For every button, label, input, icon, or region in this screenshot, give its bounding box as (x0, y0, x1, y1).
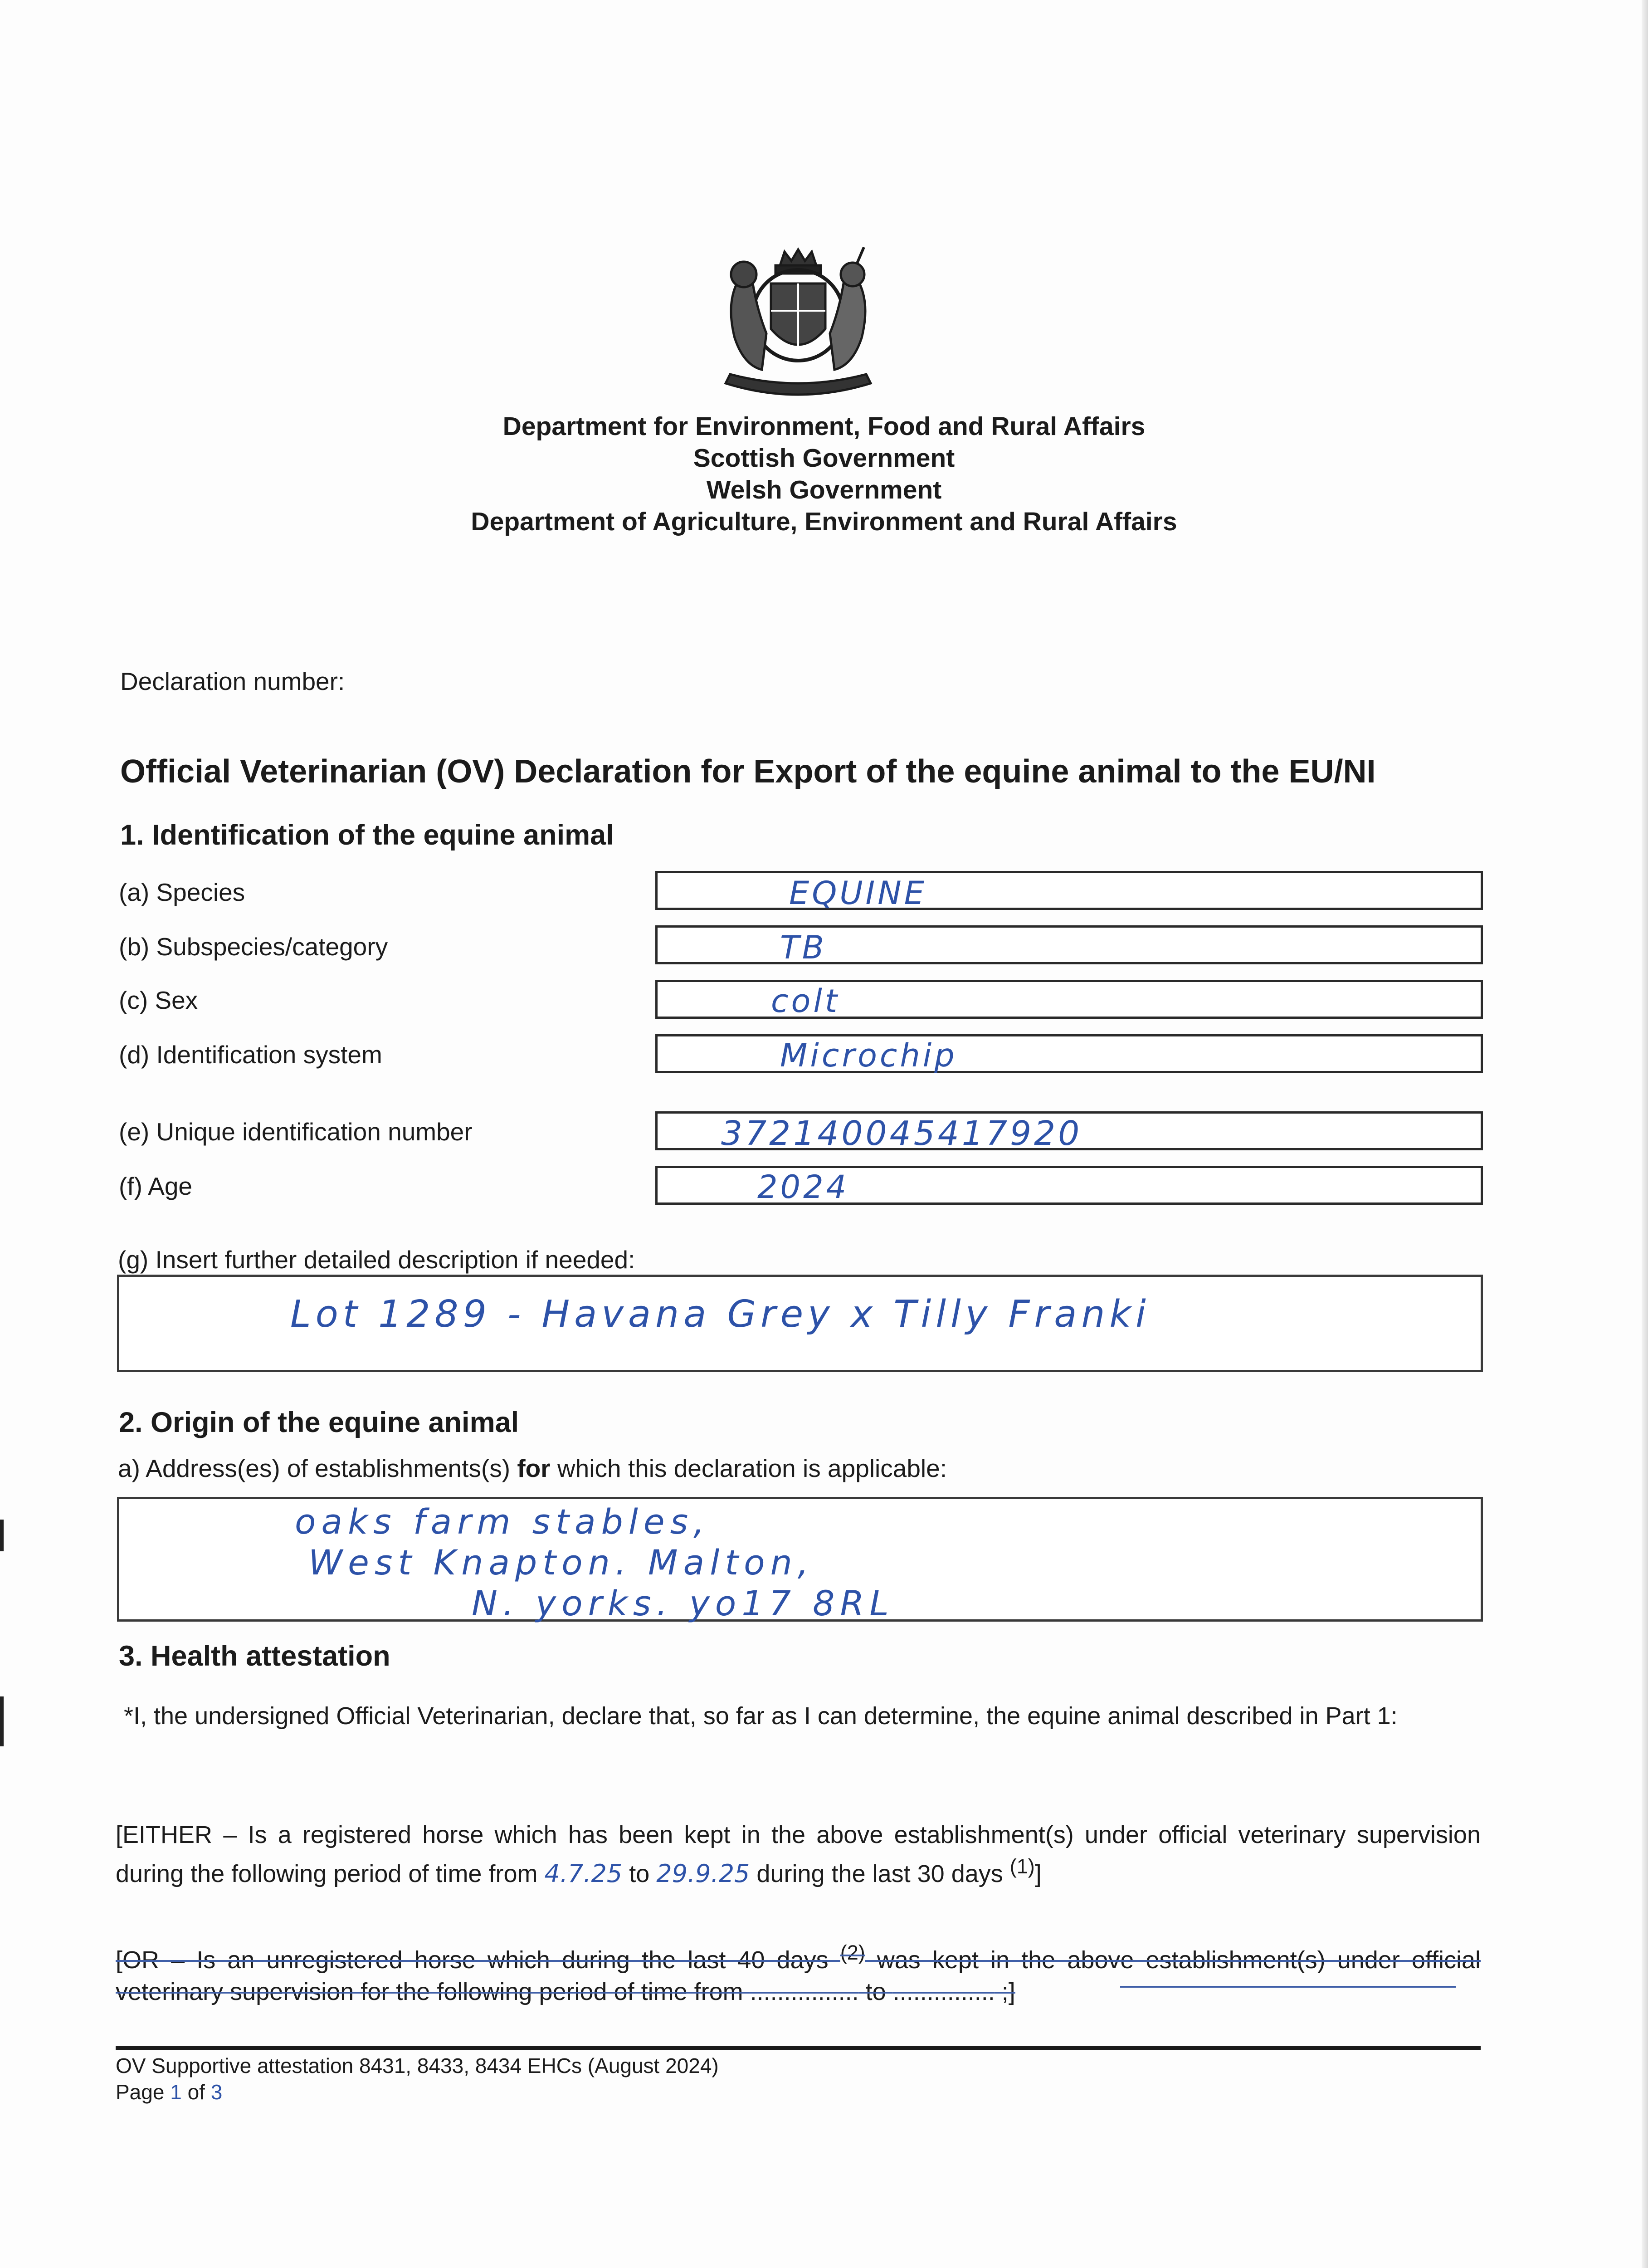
or-to-blank: ............... (892, 1978, 995, 2005)
page-number: 1 (170, 2080, 182, 2104)
or-clause (116, 1937, 1481, 2008)
department-line: Department for Environment, Food and Rural Affairs (502, 412, 1146, 441)
further-description-label: (g) Insert further detailed description if needed: (118, 1246, 635, 1274)
page-indicator (116, 2079, 719, 2105)
further-description-value: Lot 1289 - Havana Grey x Tilly Franki (290, 1293, 1151, 1336)
identification-system-label: (d) Identification system (119, 1041, 382, 1069)
age-label: (f) Age (119, 1172, 193, 1200)
address-line: N. yorks. yo17 8RL (472, 1583, 894, 1623)
species-value: EQUINE (789, 875, 927, 912)
address-line: West Knapton. Malton, (308, 1542, 814, 1583)
department-line: Department of Agriculture, Environment and Rural Affairs (471, 507, 1177, 536)
department-line: Welsh Government (706, 475, 942, 504)
footer (116, 2053, 719, 2105)
department-header (0, 411, 1648, 538)
sex-value: colt (771, 982, 840, 1020)
or-text: was kept in the above establishment(s) under official veterinary supervision for the following period of time from (116, 1946, 1481, 2005)
or-text: [OR – Is an unregistered horse which during the last 40 days (116, 1946, 840, 1974)
either-text: [EITHER – Is a registered horse which has been kept in the above establishment(s) under official veterinary supervision during the following period of time from (116, 1821, 1481, 1887)
document-title: Official Veterinarian (OV) Declaration for Export of the equine animal to the EU/NI (120, 753, 1376, 790)
or-close: ;] (995, 1978, 1015, 2005)
declaration-number-label: Declaration number: (120, 667, 345, 695)
subspecies-label: (b) Subspecies/category (119, 933, 388, 961)
unique-id-value: 372140045417920 (721, 1114, 1082, 1153)
age-value: 2024 (757, 1168, 849, 1206)
either-to-word: to (622, 1860, 657, 1887)
department-line: Scottish Government (693, 444, 955, 473)
or-to-word: to (858, 1978, 893, 2005)
scan-edge-shadow (1642, 0, 1648, 2268)
or-from-blank: ................ (750, 1978, 859, 2005)
or-footnote-ref: (2) (840, 1941, 865, 1964)
either-footnote-ref: (1) (1009, 1855, 1035, 1878)
sex-label: (c) Sex (119, 986, 198, 1014)
page-word: Page (116, 2080, 171, 2104)
strike-through-line (1120, 1986, 1456, 1988)
identification-system-field[interactable] (655, 1034, 1483, 1073)
either-to-date: 29.9.25 (656, 1859, 750, 1888)
footer-rule (116, 2046, 1481, 2050)
section-2-heading: 2. Origin of the equine animal (119, 1407, 519, 1438)
of-word: of (181, 2080, 211, 2104)
footer-attestation-ref: OV Supportive attestation 8431, 8433, 8434 EHCs (August 2024) (116, 2054, 719, 2077)
identification-system-value: Microchip (780, 1037, 957, 1074)
either-text: during the last 30 days (750, 1860, 1010, 1887)
either-close: ] (1034, 1860, 1042, 1887)
scan-mark (0, 1520, 4, 1551)
unique-id-label: (e) Unique identification number (119, 1118, 473, 1146)
subspecies-field[interactable] (655, 925, 1483, 964)
section-1-heading: 1. Identification of the equine animal (120, 819, 614, 851)
royal-coat-of-arms-logo (707, 247, 889, 406)
address-label-text: which this declaration is applicable: (550, 1454, 947, 1482)
page-total: 3 (210, 2080, 223, 2104)
scan-mark (0, 1696, 4, 1746)
address-label-text: a) Address(es) of establishments(s) (118, 1454, 517, 1482)
species-field[interactable] (655, 871, 1483, 910)
address-line: oaks farm stables, (295, 1501, 710, 1542)
health-attestation-intro: *I, the undersigned Official Veterinarian, declare that, so far as I can determine, the equine animal described in Part 1: (124, 1702, 1398, 1730)
species-label: (a) Species (119, 878, 245, 906)
section-3-heading: 3. Health attestation (119, 1640, 390, 1672)
either-clause (116, 1819, 1481, 1890)
address-label (118, 1454, 947, 1483)
address-label-bold: for (517, 1454, 551, 1482)
either-from-date: 4.7.25 (544, 1859, 623, 1888)
subspecies-value: TB (780, 929, 827, 966)
